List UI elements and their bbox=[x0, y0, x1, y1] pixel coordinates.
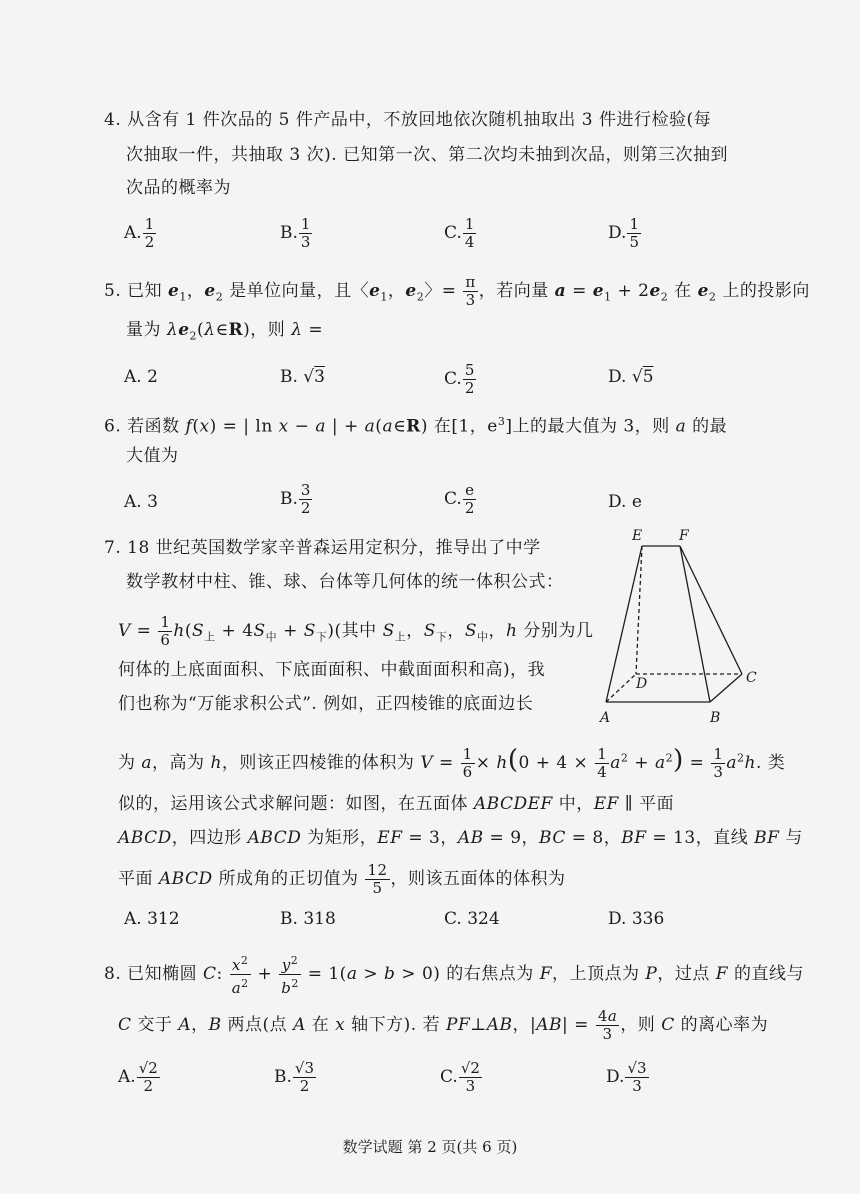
label-b: B bbox=[710, 710, 721, 726]
q4-line-3: 次品的概率为 bbox=[126, 178, 231, 198]
q7-line-5: 们也称为“万能求积公式”. 例如，正四棱锥的底面边长 bbox=[118, 694, 534, 714]
q6-line-2: 大值为 bbox=[126, 446, 179, 466]
q7-line-7: 似的，运用该公式求解问题：如图，在五面体 ABCDEF 中，EF ∥ 平面 bbox=[118, 794, 675, 814]
q7-option-a: A. 312 bbox=[124, 909, 180, 929]
q5-option-c: C. $\frac{5}{2}$ bbox=[444, 361, 475, 397]
q7-line-2: 数学教材中柱、锥、球、台体等几何体的统一体积公式： bbox=[126, 572, 564, 592]
edge-fb bbox=[680, 546, 710, 702]
q7-line-3: V = $\frac{1}{6}$ $h(S_上 + 4S_中 + S_下)$(其中 $S_上$，$S_下$，$S_中$，h 分别为几 bbox=[118, 613, 594, 649]
q7-option-b: B. 318 bbox=[280, 909, 336, 929]
label-c: C bbox=[746, 670, 757, 686]
q6-option-c: C. $\frac{e}{2}$ bbox=[444, 481, 475, 517]
q6-option-a: A. 3 bbox=[124, 492, 158, 512]
q7-option-c: C. 324 bbox=[444, 909, 500, 929]
label-e: E bbox=[632, 528, 643, 544]
q8-line-1: 8. 已知椭圆 C: $\frac{x^2}{a^2}$ + $\frac{y^2}{b^2}$ = 1(a > b > 0) 的右焦点为 F，上顶点为 P，过点 F 的直线与 bbox=[104, 954, 804, 997]
q7-line-9: 平面 ABCD 所成角的正切值为 $\frac{12}{5}$ ，则该五面体的体积为 bbox=[118, 861, 566, 897]
label-f: F bbox=[679, 528, 689, 544]
q4-option-d: D. $\frac{1}{5}$ bbox=[608, 215, 639, 251]
q4-line-1: 4. 从含有 1 件次品的 5 件产品中，不放回地依次随机抽取出 3 件进行检验(每 bbox=[104, 110, 712, 130]
q8-option-c: C. $\frac{√2}{3}$ bbox=[440, 1059, 480, 1095]
label-a: A bbox=[600, 710, 611, 726]
edge-bc bbox=[710, 674, 742, 702]
page-footer: 数学试题 第 2 页(共 6 页) bbox=[342, 1138, 518, 1156]
q5-option-a: A. 2 bbox=[124, 367, 158, 387]
edge-ad bbox=[606, 674, 636, 702]
q8-option-a: A. $\frac{√2}{2}$ bbox=[118, 1059, 158, 1095]
q7-line-8: ABCD，四边形 ABCD 为矩形，EF = 3，AB = 9，BC = 8，BF = 13，直线 BF 与 bbox=[118, 828, 803, 848]
q4-option-c: C. $\frac{1}{4}$ bbox=[444, 215, 475, 251]
q8-option-d: D. $\frac{√3}{3}$ bbox=[606, 1059, 647, 1095]
q6-option-b: B. $\frac{3}{2}$ bbox=[280, 481, 311, 517]
q6-option-d: D. e bbox=[608, 492, 642, 512]
q5-line-1: 5. 已知 $e_1$，$e_2$ 是单位向量，且〈$e_1$，$e_2$〉= $\frac{\pi}{3}$ ，若向量 $a = e_1 + 2e_2$ 在 $e_2$ 上的投影向 bbox=[104, 273, 810, 309]
q4-option-a: A. $\frac{1}{2}$ bbox=[124, 215, 155, 251]
q7-option-d: D. 336 bbox=[608, 909, 665, 929]
edge-ed bbox=[636, 546, 642, 674]
edge-fc bbox=[680, 546, 742, 674]
q7-line-4: 何体的上底面面积、下底面面积、中截面面积和高)，我 bbox=[118, 660, 546, 680]
q6-line-1: 6. 若函数 f(x) = | ln x − a | + a(a∈R) 在[1，$e^3$]上的最大值为 3，则 a 的最 bbox=[104, 415, 728, 437]
q8-option-b: B. $\frac{√3}{2}$ bbox=[274, 1059, 315, 1095]
q7-line-6: 为 a，高为 h，则该正四棱锥的体积为 V = $\frac{1}{6}$ × h(0 + 4 × $\frac{1}{4}$ $a^2 + a^2$) = $\frac{1}{3}$ $a^2h$. 类 bbox=[118, 745, 786, 781]
pentahedron-figure bbox=[598, 522, 768, 728]
q4-option-b: B. $\frac{1}{3}$ bbox=[280, 215, 311, 251]
q5-line-2: 量为 $\lambda e_2(\lambda\in R)$，则 λ = bbox=[126, 320, 324, 343]
q4-line-2: 次抽取一件，共抽取 3 次). 已知第一次、第二次均未抽到次品，则第三次抽到 bbox=[126, 145, 729, 165]
q5-option-b: B. √3 bbox=[280, 367, 325, 387]
q5-option-d: D. √5 bbox=[608, 367, 654, 387]
q8-line-2: C 交于 A，B 两点(点 A 在 x 轴下方). 若 PF⊥AB，|AB| = $\frac{4a}{3}$ ，则 C 的离心率为 bbox=[118, 1007, 769, 1043]
label-d: D bbox=[636, 676, 648, 692]
q7-line-1: 7. 18 世纪英国数学家辛普森运用定积分，推导出了中学 bbox=[104, 538, 541, 558]
